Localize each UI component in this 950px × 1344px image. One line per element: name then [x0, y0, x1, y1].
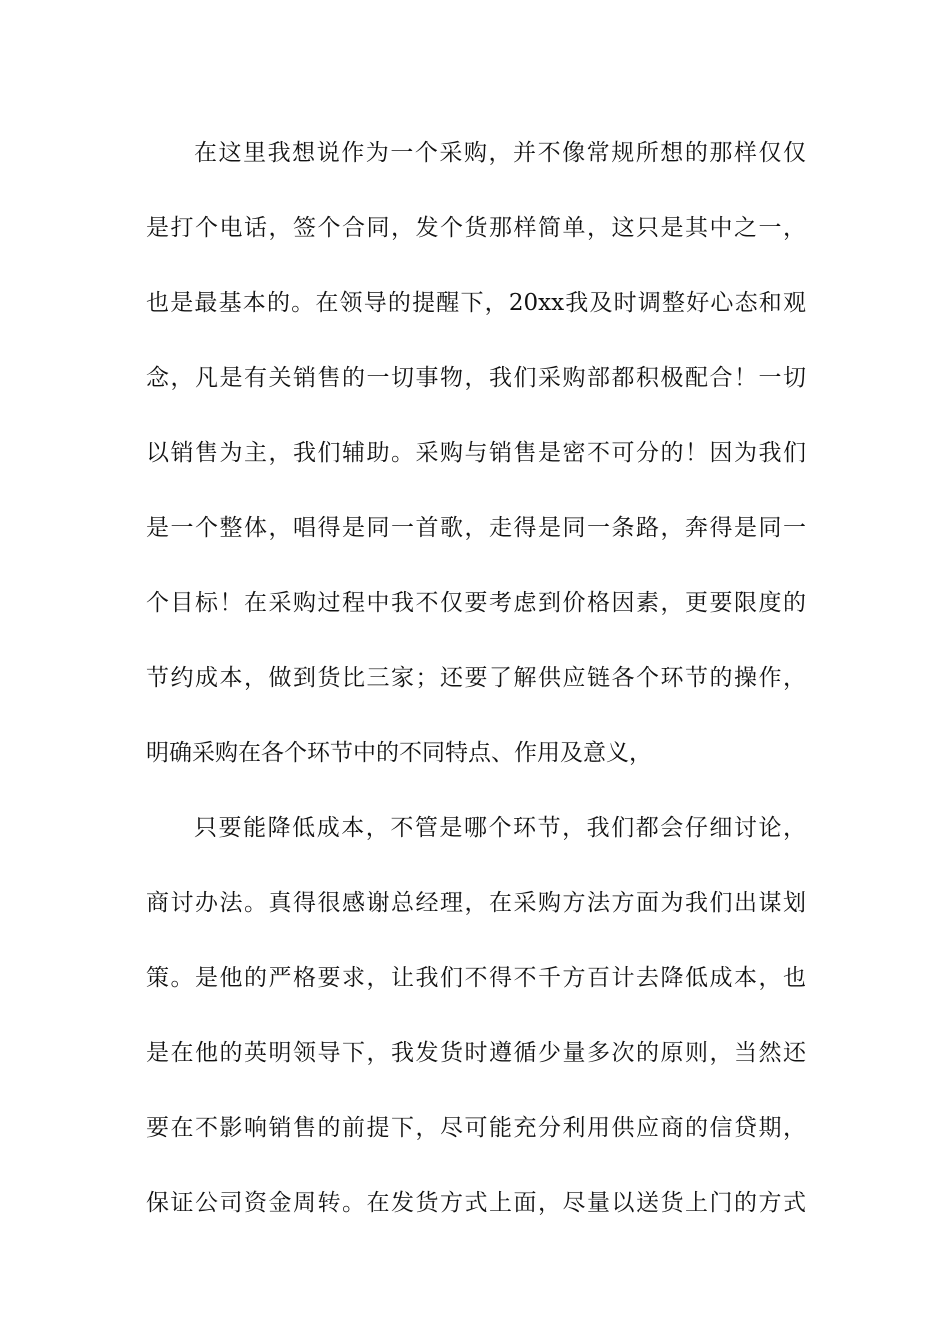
paragraph-2-line-3: 策。是他的严格要求，让我们不得不千方百计去降低成本，也: [146, 965, 806, 991]
paragraph-2-line-6: 保证公司资金周转。在发货方式上面，尽量以送货上门的方式: [146, 1190, 806, 1216]
paragraph-1-line-6: 是一个整体，唱得是同一首歌，走得是同一条路，奔得是同一: [146, 515, 806, 541]
paragraph-1-line-4: 念，凡是有关销售的一切事物，我们采购部都积极配合！一切: [146, 365, 806, 391]
paragraph-1-line-1: 在这里我想说作为一个采购，并不像常规所想的那样仅仅: [194, 140, 806, 166]
paragraph-2-line-1: 只要能降低成本，不管是哪个环节，我们都会仔细讨论，: [194, 815, 806, 841]
paragraph-1-line-3: 也是最基本的。在领导的提醒下，20xx我及时调整好心态和观: [146, 290, 806, 316]
paragraph-1-line-9: 明确采购在各个环节中的不同特点、作用及意义，: [146, 740, 652, 766]
paragraph-1-line-2: 是打个电话，签个合同，发个货那样简单，这只是其中之一，: [146, 215, 806, 241]
paragraph-2-line-2: 商讨办法。真得很感谢总经理，在采购方法方面为我们出谋划: [146, 890, 806, 916]
paragraph-2-line-5: 要在不影响销售的前提下，尽可能充分利用供应商的信贷期，: [146, 1115, 806, 1141]
paragraph-1-line-7: 个目标！在采购过程中我不仅要考虑到价格因素，更要限度的: [146, 590, 806, 616]
paragraph-2-line-4: 是在他的英明领导下，我发货时遵循少量多次的原则，当然还: [146, 1040, 806, 1066]
paragraph-1-line-5: 以销售为主，我们辅助。采购与销售是密不可分的！因为我们: [146, 440, 806, 466]
paragraph-1-line-8: 节约成本，做到货比三家；还要了解供应链各个环节的操作，: [146, 665, 806, 691]
